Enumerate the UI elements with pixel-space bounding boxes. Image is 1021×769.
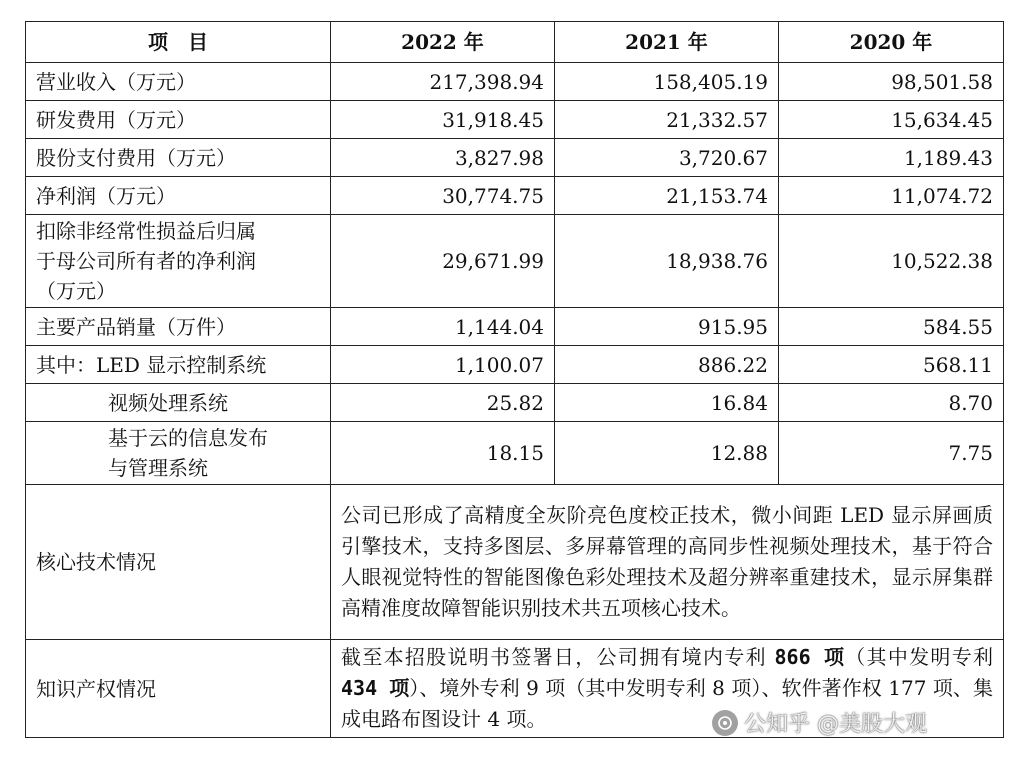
cell-2020: 10,522.38: [779, 215, 1004, 308]
row-label: 股份支付费用（万元）: [26, 139, 331, 177]
table-row: [26, 139, 1004, 177]
ip-label: 知识产权情况: [26, 640, 331, 738]
cell-2021: 915.95: [555, 308, 779, 346]
cell-2021: 16.84: [555, 384, 779, 422]
header-2020: 2020 年: [779, 22, 1004, 63]
row-label: 营业收入（万元）: [26, 63, 331, 101]
row-label: 研发费用（万元）: [26, 101, 331, 139]
ip-invention-patents: 434 项: [341, 676, 410, 700]
row-label-line: 与管理系统: [108, 456, 208, 480]
cell-2021: 12.88: [555, 422, 779, 485]
row-label-line: 基于云的信息发布: [108, 426, 268, 450]
header-2022: 2022 年: [331, 22, 555, 63]
cell-2021: 21,153.74: [555, 177, 779, 215]
table-row: [26, 63, 1004, 101]
row-label: [26, 215, 331, 308]
cell-2021: 158,405.19: [555, 63, 779, 101]
zhihu-logo-icon: [712, 710, 738, 736]
row-label: 主要产品销量（万件）: [26, 308, 331, 346]
cell-2022: 30,774.75: [331, 177, 555, 215]
cell-2020: 568.11: [779, 346, 1004, 384]
table-row: [26, 101, 1004, 139]
cell-2022: 31,918.45: [331, 101, 555, 139]
watermark: [712, 707, 927, 738]
table-row: [26, 384, 1004, 422]
cell-2021: 886.22: [555, 346, 779, 384]
table-row: [26, 177, 1004, 215]
cell-2021: 18,938.76: [555, 215, 779, 308]
table-row: [26, 346, 1004, 384]
row-label: 视频处理系统: [26, 384, 331, 422]
ip-text-part: 截至本招股说明书签署日，公司拥有境内专利: [341, 645, 775, 669]
cell-2020: 15,634.45: [779, 101, 1004, 139]
row-label: 其中：LED 显示控制系统: [26, 346, 331, 384]
cell-2022: 18.15: [331, 422, 555, 485]
cell-2020: 98,501.58: [779, 63, 1004, 101]
cell-2022: 29,671.99: [331, 215, 555, 308]
core-tech-label: 核心技术情况: [26, 485, 331, 640]
header-item: 项 目: [26, 22, 331, 63]
cell-2020: 1,189.43: [779, 139, 1004, 177]
watermark-text: 公知乎 @美股大观: [744, 712, 927, 737]
cell-2021: 21,332.57: [555, 101, 779, 139]
row-label: [26, 422, 331, 485]
core-tech-row: [26, 485, 1004, 640]
cell-2022: 1,144.04: [331, 308, 555, 346]
table-row: [26, 308, 1004, 346]
cell-2022: 1,100.07: [331, 346, 555, 384]
table-row: [26, 422, 1004, 485]
table-row: [26, 215, 1004, 308]
row-label-line: （万元）: [36, 279, 116, 303]
table-header-row: [26, 22, 1004, 63]
row-label-line: 于母公司所有者的净利润: [36, 249, 256, 273]
cell-2022: 25.82: [331, 384, 555, 422]
ip-text-part: （其中发明专利: [845, 645, 994, 669]
cell-2020: 11,074.72: [779, 177, 1004, 215]
header-2021: 2021 年: [555, 22, 779, 63]
cell-2020: 8.70: [779, 384, 1004, 422]
core-tech-text: 公司已形成了高精度全灰阶亮色度校正技术，微小间距 LED 显示屏画质引擎技术，支持多图层、多屏幕管理的高同步性视频处理技术，基于符合人眼视觉特性的智能图像色彩处理技术及超分辨率重建技术，显示屏集群高精准度故障智能识别技术共五项核心技术。: [331, 485, 1004, 640]
row-label: 净利润（万元）: [26, 177, 331, 215]
row-label-line: 扣除非经常性损益后归属: [36, 219, 256, 243]
cell-2021: 3,720.67: [555, 139, 779, 177]
ip-domestic-patents: 866 项: [774, 645, 846, 669]
financial-table: [25, 21, 1004, 738]
cell-2022: 217,398.94: [331, 63, 555, 101]
cell-2020: 7.75: [779, 422, 1004, 485]
ip-text-part: ）、境外专利 9 项（其中发明专利 8 项）、软件著作权 177 项、集成电路布图设计 4 项。: [341, 676, 993, 731]
cell-2020: 584.55: [779, 308, 1004, 346]
cell-2022: 3,827.98: [331, 139, 555, 177]
